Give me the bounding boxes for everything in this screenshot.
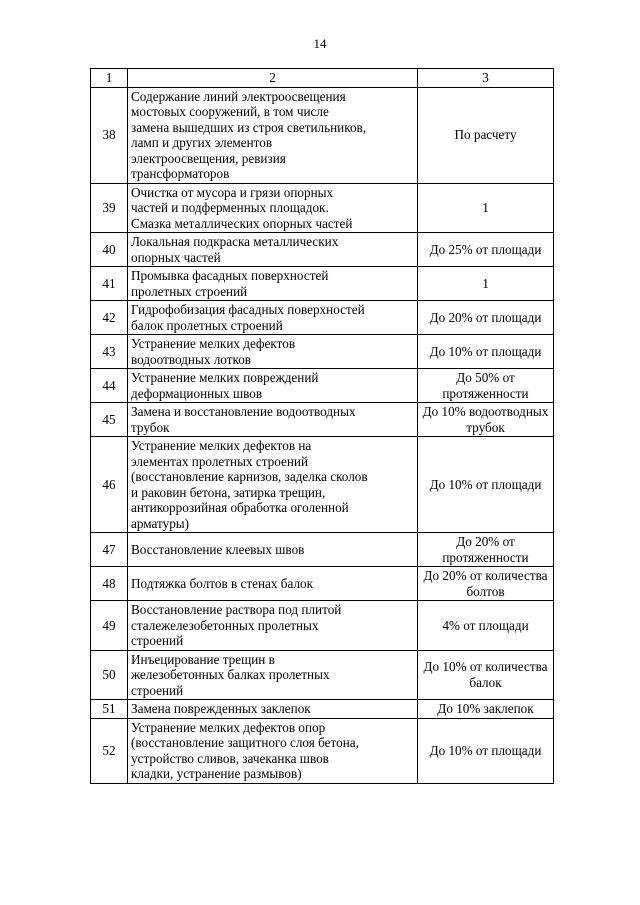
work-amount [418, 335, 554, 369]
amount-line: До 10% водоотводных [422, 404, 549, 419]
description-line: деформационных швов [131, 385, 263, 401]
amount-line: До 10% заклепок [437, 701, 534, 716]
table-row [91, 533, 554, 567]
description-line: антикоррозийная обработка оголенной [131, 500, 349, 515]
description-line: Инъецирование трещин в [131, 651, 275, 667]
description-line: кладки, устранение размывов) [131, 766, 302, 781]
description-line: опорных частей [131, 249, 221, 265]
row-number: 51 [91, 700, 128, 719]
table-row [91, 403, 554, 437]
description-line: (восстановление карнизов, заделка сколов [131, 469, 368, 484]
table-header-row [91, 69, 554, 88]
work-amount [418, 601, 554, 651]
work-amount [418, 403, 554, 437]
description-line: железобетонных балках пролетных [131, 667, 330, 682]
description-line: замена вышедших из строя светильников, [131, 119, 367, 135]
description-line: трубок [131, 419, 170, 435]
description-line: Промывка фасадных поверхностей [131, 268, 329, 283]
work-amount [418, 267, 554, 301]
work-amount [418, 533, 554, 567]
description-line: Подтяжка болтов в стенах балок [131, 575, 314, 591]
description-line: сталежелезобетонных пролетных [131, 617, 319, 633]
work-description [128, 233, 418, 267]
description-line: Замена поврежденных заклепок [131, 701, 311, 716]
amount-line: 4% от площади [442, 617, 529, 633]
amount-line: балок [469, 674, 502, 690]
table-row [91, 87, 554, 183]
description-line: Замена и восстановление водоотводных [131, 404, 356, 419]
work-description [128, 369, 418, 403]
row-number: 45 [91, 403, 128, 437]
row-number: 39 [91, 183, 128, 233]
description-line: Восстановление раствора под плитой [131, 602, 342, 617]
amount-line: болтов [466, 583, 505, 599]
row-number: 49 [91, 601, 128, 651]
row-number: 46 [91, 437, 128, 533]
work-description [128, 267, 418, 301]
amount-line: До 20% от [456, 534, 515, 549]
work-description [128, 87, 418, 183]
row-number: 41 [91, 267, 128, 301]
row-number: 47 [91, 533, 128, 567]
work-amount [418, 233, 554, 267]
table-body [91, 87, 554, 783]
row-number: 50 [91, 650, 128, 700]
description-line: Устранение мелких дефектов [131, 336, 296, 351]
description-line: строений [131, 682, 184, 698]
table-row [91, 650, 554, 700]
work-description [128, 650, 418, 700]
amount-line: По расчету [454, 127, 517, 143]
header-col-2: 2 [128, 69, 418, 88]
work-description [128, 301, 418, 335]
amount-line: До 25% от площади [429, 241, 542, 257]
description-line: водоотводных лотков [131, 351, 252, 367]
table-row [91, 700, 554, 719]
work-description [128, 437, 418, 533]
description-line: частей и подферменных площадок. [131, 200, 329, 215]
works-table [90, 68, 554, 784]
description-line: устройство сливов, зачеканка швов [131, 750, 329, 766]
amount-line: До 10% от площади [429, 742, 542, 758]
work-amount [418, 567, 554, 601]
description-line: Устранение мелких дефектов на [131, 438, 312, 453]
description-line: арматуры) [131, 515, 190, 531]
description-line: строений [131, 633, 184, 648]
description-line: электроосвещения, ревизия [131, 150, 286, 166]
work-description [128, 403, 418, 437]
table-row [91, 437, 554, 533]
work-amount [418, 301, 554, 335]
description-line: Локальная подкраска металлических [131, 234, 339, 249]
description-line: элементах пролетных строений [131, 453, 309, 469]
work-description [128, 183, 418, 233]
description-line: мостовых сооружений, в том числе [131, 104, 329, 119]
work-description [128, 700, 418, 719]
table-row [91, 718, 554, 783]
description-line: Смазка металлических опорных частей [131, 215, 353, 231]
table-row [91, 183, 554, 233]
description-line: Содержание линий электроосвещения [131, 88, 346, 104]
work-amount [418, 87, 554, 183]
table-row [91, 369, 554, 403]
row-number: 43 [91, 335, 128, 369]
work-amount [418, 369, 554, 403]
work-amount [418, 700, 554, 719]
work-amount [418, 650, 554, 700]
work-amount [418, 183, 554, 233]
work-amount [418, 437, 554, 533]
description-line: Восстановление клеевых швов [131, 541, 305, 557]
table-row [91, 601, 554, 651]
amount-line: До 20% от количества [423, 568, 548, 583]
description-line: Гидрофобизация фасадных поверхностей [131, 302, 365, 317]
description-line: (восстановление защитного слоя бетона, [131, 735, 359, 750]
header-col-1: 1 [91, 69, 128, 88]
row-number: 42 [91, 301, 128, 335]
description-line: Устранение мелких повреждений [131, 370, 319, 385]
work-description [128, 335, 418, 369]
work-amount [418, 718, 554, 783]
description-line: и раковин бетона, затирка трещин, [131, 484, 326, 500]
row-number: 52 [91, 718, 128, 783]
table-row [91, 335, 554, 369]
page-number: 14 [313, 36, 327, 51]
amount-line: До 50% от [456, 370, 515, 385]
work-description [128, 567, 418, 601]
amount-line: До 10% от площади [429, 343, 542, 359]
work-description [128, 718, 418, 783]
table-row [91, 233, 554, 267]
amount-line: 1 [482, 200, 489, 215]
work-description [128, 533, 418, 567]
amount-line: До 10% от площади [429, 476, 542, 492]
table-row [91, 567, 554, 601]
amount-line: 1 [482, 275, 489, 291]
description-line: трансформаторов [131, 166, 230, 181]
table-row [91, 301, 554, 335]
description-line: Очистка от мусора и грязи опорных [131, 184, 334, 200]
table-row [91, 267, 554, 301]
amount-line: До 20% от площади [429, 309, 542, 325]
amount-line: протяженности [442, 549, 529, 565]
header-col-3: 3 [418, 69, 554, 88]
row-number: 48 [91, 567, 128, 601]
amount-line: протяженности [442, 385, 529, 401]
row-number: 44 [91, 369, 128, 403]
description-line: ламп и других элементов [131, 135, 273, 150]
description-line: балок пролетных строений [131, 317, 283, 333]
row-number: 38 [91, 87, 128, 183]
amount-line: трубок [466, 419, 505, 435]
description-line: пролетных строений [131, 283, 248, 299]
description-line: Устранение мелких дефектов опор [131, 719, 326, 735]
row-number: 40 [91, 233, 128, 267]
work-description [128, 601, 418, 651]
amount-line: До 10% от количества [423, 659, 548, 675]
